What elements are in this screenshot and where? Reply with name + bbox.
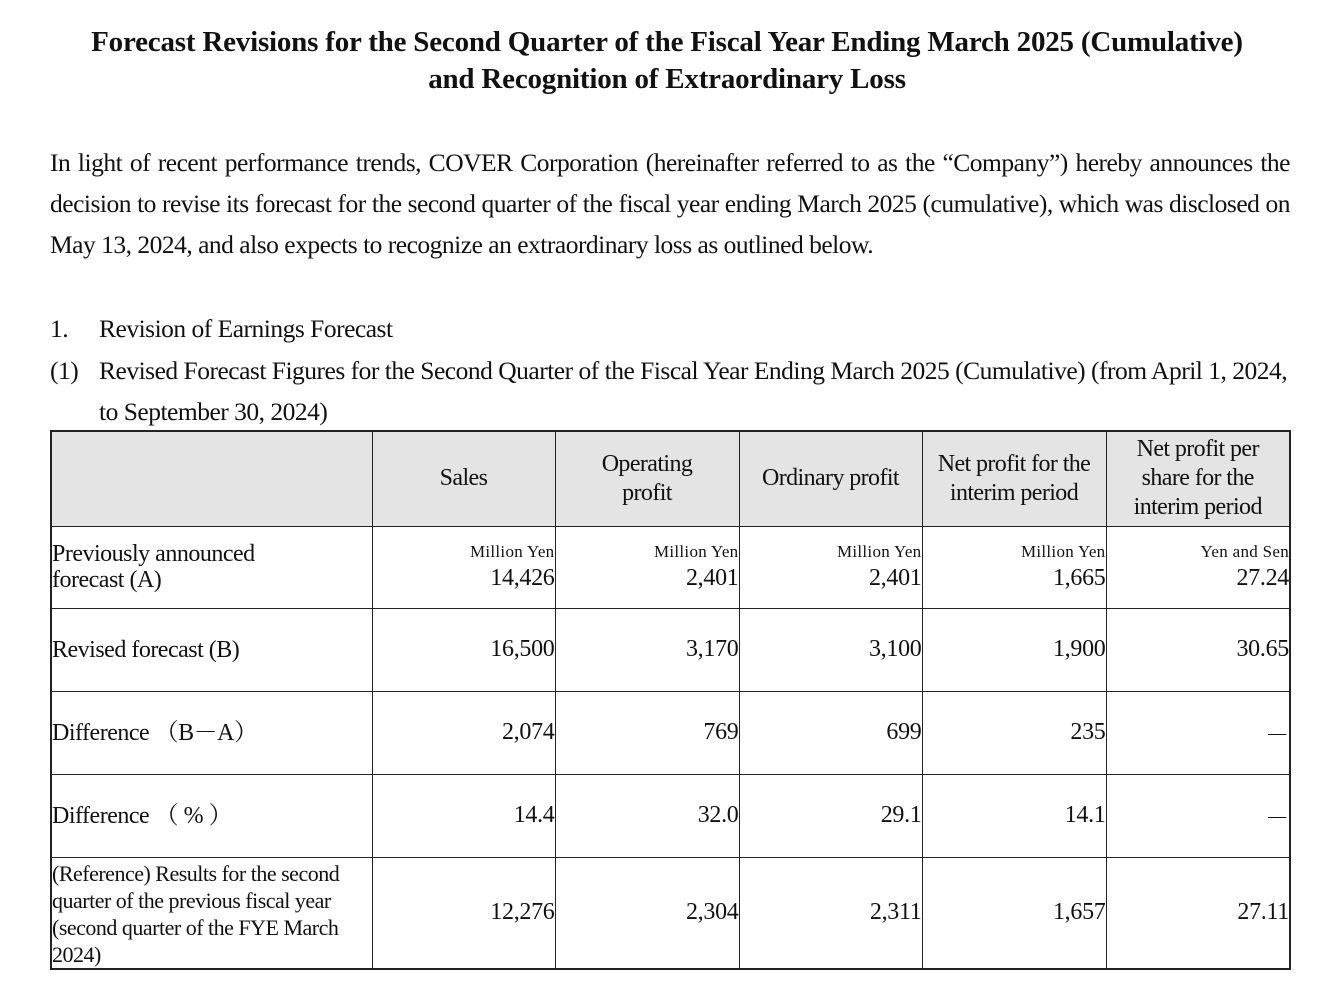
document-title: [0, 24, 1334, 98]
cell-value: 769: [555, 691, 739, 774]
section-number: 1.: [50, 314, 69, 343]
cell-value: 2,401: [685, 565, 739, 591]
header-sales: Sales: [372, 431, 555, 526]
row-label: [51, 857, 372, 969]
cell-value: 2,074: [372, 691, 555, 774]
unit-label: Million Yen: [653, 542, 739, 561]
cell-value: 27.11: [1106, 857, 1290, 969]
table-cell: [372, 526, 555, 608]
header-net-profit: [922, 431, 1106, 526]
cell-value: 1,657: [922, 857, 1106, 969]
header-ordinary-profit: Ordinary profit: [739, 431, 922, 526]
header-operating-profit: [555, 431, 739, 526]
table-header-row: [51, 431, 1290, 526]
cell-value: 235: [922, 691, 1106, 774]
table-cell: [1106, 526, 1290, 608]
cell-value: 32.0: [555, 774, 739, 857]
cell-value: 14,426: [490, 565, 555, 591]
unit-label: Million Yen: [469, 542, 555, 561]
header-net-profit-per-share: [1106, 431, 1290, 526]
row-label: Difference （B－A）: [51, 691, 372, 774]
section-heading-1: [50, 308, 650, 349]
cell-value: 16,500: [372, 608, 555, 691]
row-label-text: Previously announced forecast (A): [52, 541, 255, 593]
cell-value: 1,665: [1052, 565, 1106, 591]
subsection-number: (1): [50, 356, 79, 385]
row-label: Revised forecast (B): [51, 608, 372, 691]
cell-value: －: [1106, 691, 1290, 774]
cell-value: 14.1: [922, 774, 1106, 857]
header-net-profit-text: Net profit for the interim period: [937, 450, 1091, 506]
cell-value: －: [1106, 774, 1290, 857]
cell-value: 699: [739, 691, 922, 774]
table-row: [51, 691, 1290, 774]
table-cell: [739, 526, 922, 608]
header-empty-cell: [51, 431, 372, 526]
cell-value: 3,170: [555, 608, 739, 691]
header-net-profit-per-share-text: Net profit per share for the interim period: [1133, 436, 1262, 521]
section-title: Revision of Earnings Forecast: [99, 314, 393, 343]
table-row: [51, 608, 1290, 691]
table-row: [51, 774, 1290, 857]
intro-paragraph: In light of recent performance trends, COVER Corporation (hereinafter referred to as the “Company”) hereby announces the decision to revise its forecast for the second quarter of the fiscal year ending March 2025 (cumulative), which was disclosed on May 13, 2024, and also expects to recognize an extraordinary loss as outlined below.: [50, 148, 1290, 259]
header-operating-profit-text: Operating profit: [601, 450, 693, 506]
table-row: [51, 526, 1290, 608]
cell-value: 27.24: [1236, 565, 1289, 591]
subsection-heading-1: [50, 350, 1290, 432]
cell-value: 1,900: [922, 608, 1106, 691]
title-line-2: and Recognition of Extraordinary Loss: [428, 63, 906, 95]
cell-value: 12,276: [372, 857, 555, 969]
unit-label: Million Yen: [836, 542, 922, 561]
row-label: [51, 526, 372, 608]
cell-value: 2,311: [739, 857, 922, 969]
table-row: [51, 857, 1290, 969]
subsection-title: Revised Forecast Figures for the Second Quarter of the Fiscal Year Ending March 2025 (Cumulative) (from April 1, 2024, to September 30, 2024): [99, 356, 1288, 426]
forecast-table: [50, 430, 1291, 970]
unit-label: Yen and Sen: [1200, 542, 1289, 561]
cell-value: 14.4: [372, 774, 555, 857]
table-cell: [555, 526, 739, 608]
cell-value: 2,401: [868, 565, 922, 591]
cell-value: 29.1: [739, 774, 922, 857]
title-line-1: Forecast Revisions for the Second Quarter of the Fiscal Year Ending March 2025 (Cumulative): [91, 26, 1243, 58]
row-label-text: (Reference) Results for the second quarter of the previous fiscal year (second quarter of the FYE March 2024): [52, 860, 340, 967]
unit-label: Million Yen: [1020, 542, 1106, 561]
row-label: Difference （ % ）: [51, 774, 372, 857]
cell-value: 3,100: [739, 608, 922, 691]
cell-value: 30.65: [1106, 608, 1290, 691]
table-cell: [922, 526, 1106, 608]
cell-value: 2,304: [555, 857, 739, 969]
